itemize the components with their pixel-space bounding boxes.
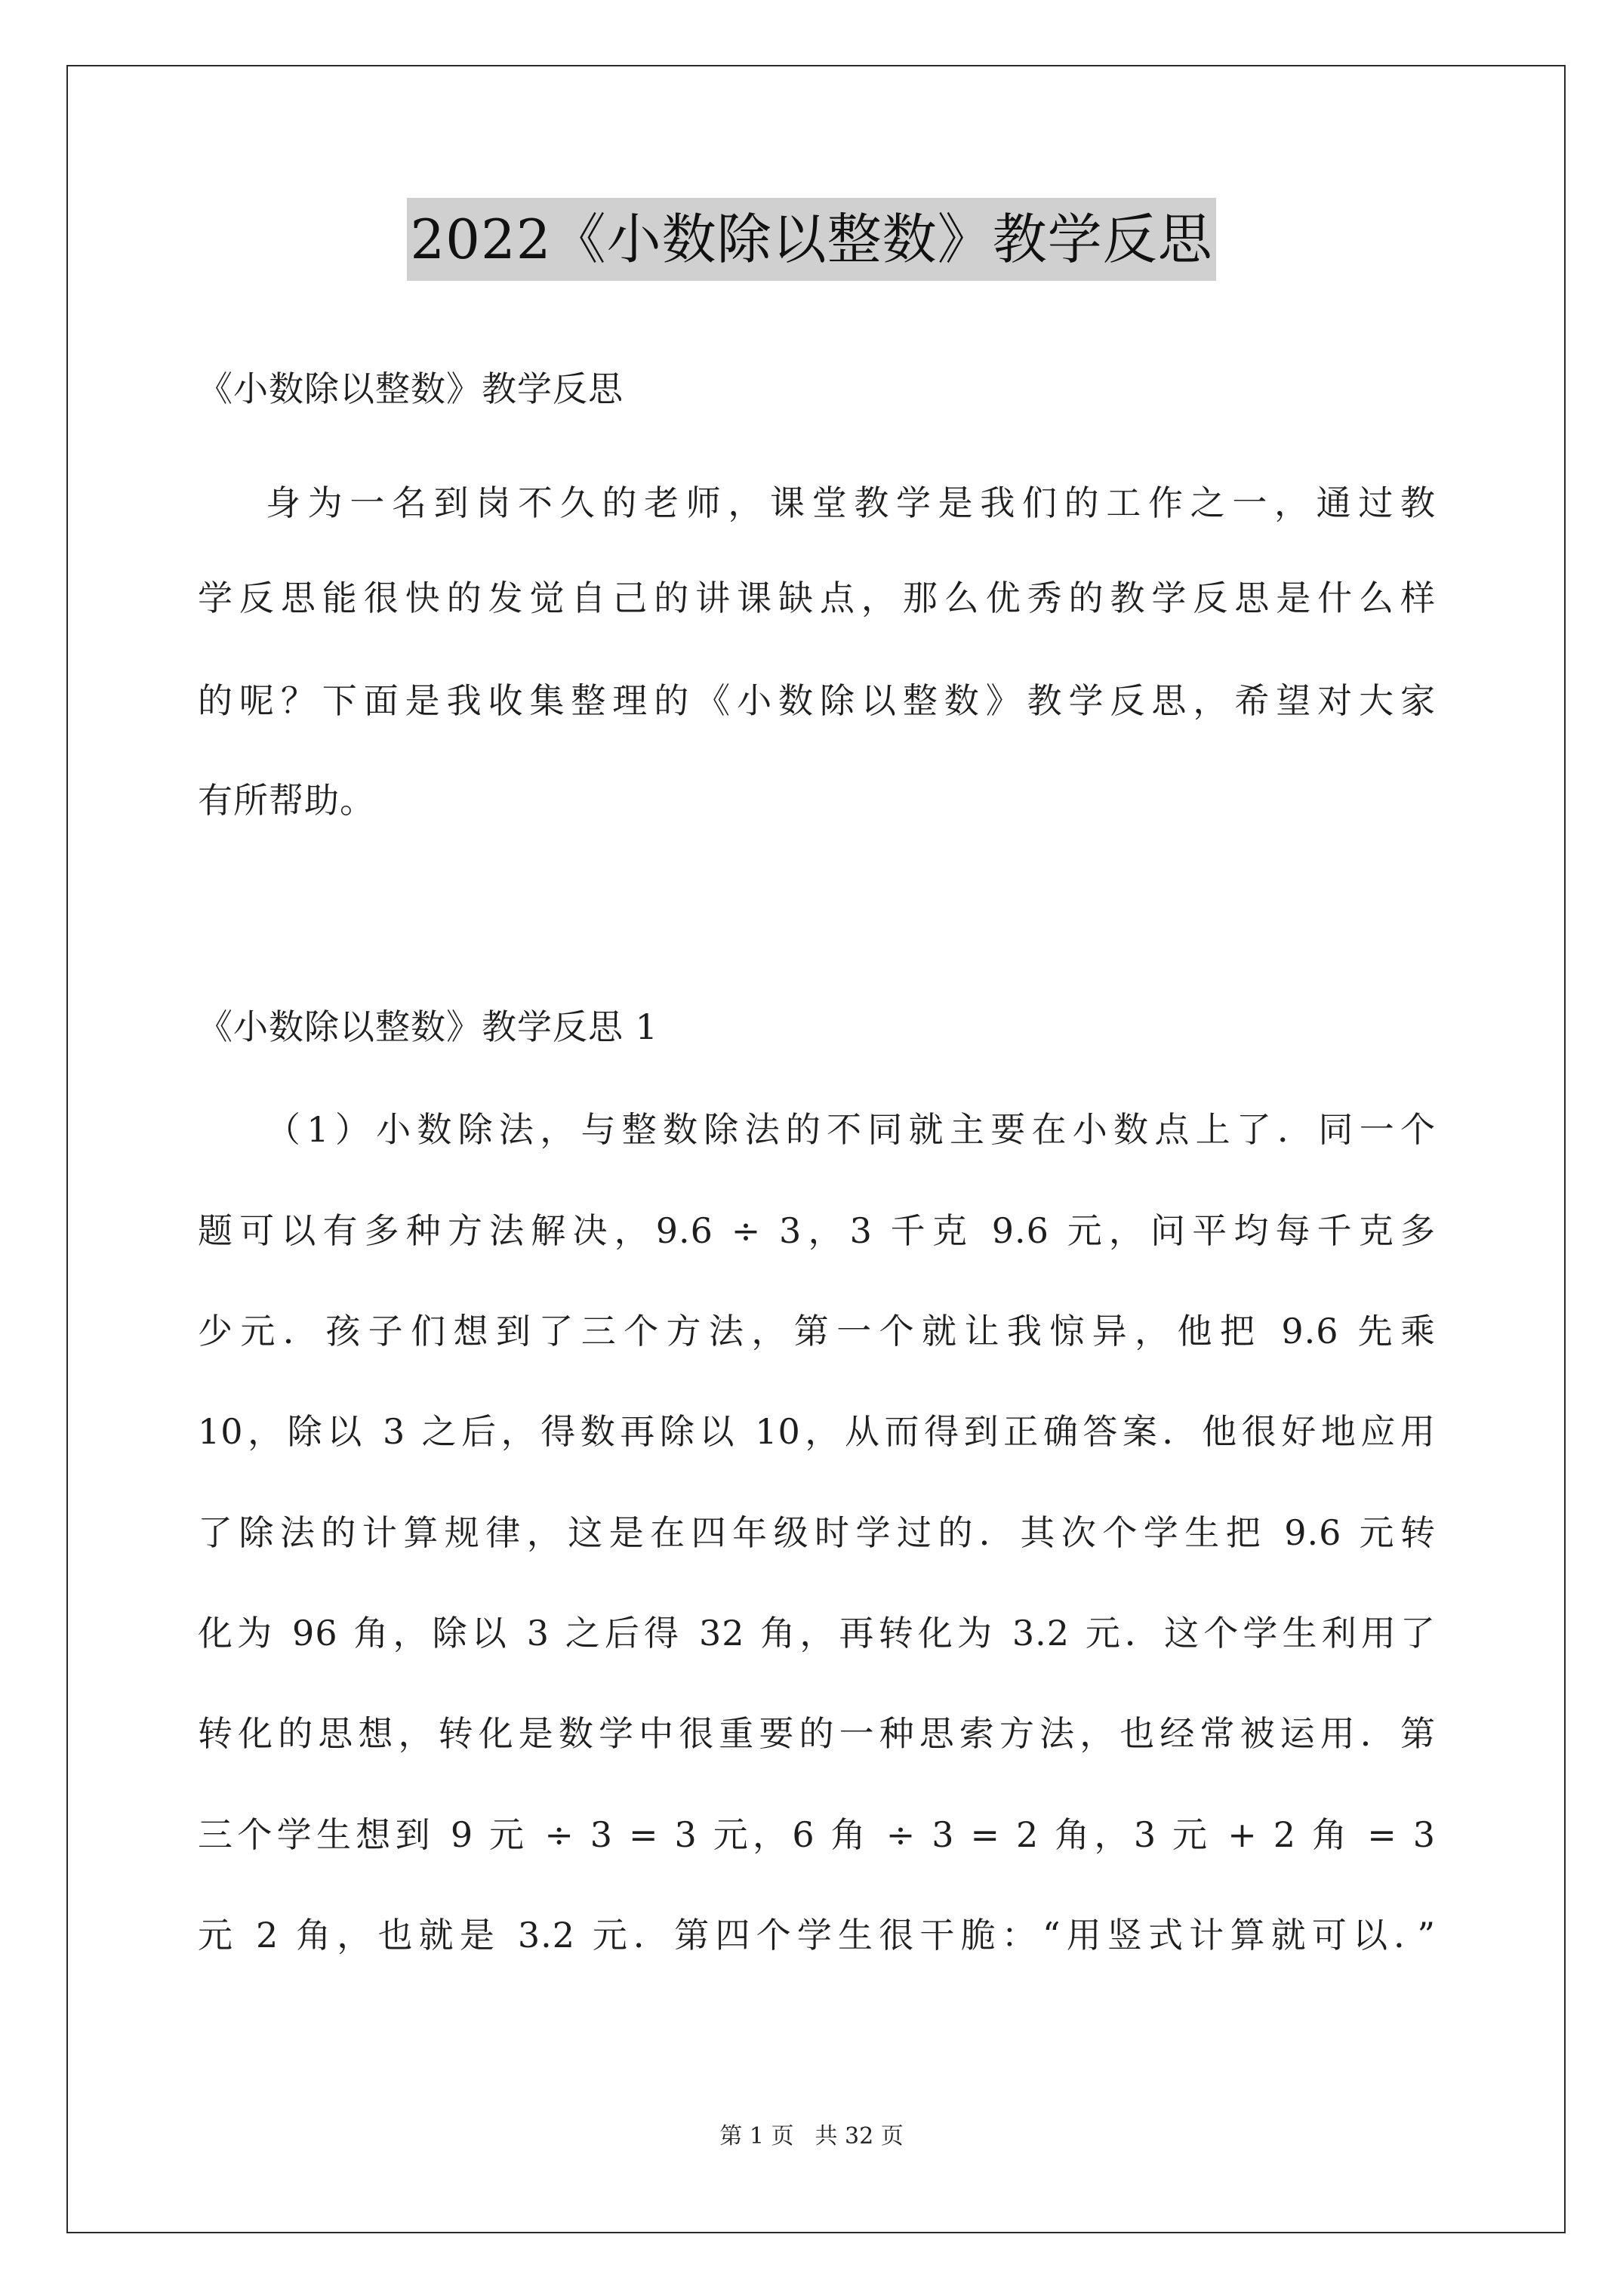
section-paragraph-line: 元 2 角，也就是 3.2 元．第四个学生很干脆：“用竖式计算就可以．” [198,1915,1436,1955]
section-paragraph-line: 化为 96 角，除以 3 之后得 32 角，再转化为 3.2 元．这个学生利用了 [198,1613,1436,1653]
page-total: 共 32 页 [815,2123,904,2150]
section-paragraph-line: 转化的思想，转化是数学中很重要的一种思索方法，也经常被运用．第 [198,1713,1436,1754]
document-title: 2022《小数除以整数》教学反思 [407,198,1215,281]
intro-paragraph-line: 学反思能很快的发觉自己的讲课缺点，那么优秀的教学反思是什么样 [198,578,1436,618]
section-paragraph-line: 三个学生想到 9 元 ÷ 3 = 3 元，6 角 ÷ 3 = 2 角，3 元 + 2 角 = 3 [198,1814,1436,1855]
title-container [0,198,1623,281]
section-paragraph-line: （1）小数除法，与整数除法的不同就主要在小数点上了．同一个 [266,1109,1436,1150]
intro-paragraph-line: 有所帮助。 [198,780,375,821]
page-number: 第 1 页 [719,2123,794,2150]
intro-paragraph-line: 的呢？下面是我收集整理的《小数除以整数》教学反思，希望对大家 [198,680,1436,721]
intro-paragraph-line: 身为一名到岗不久的老师，课堂教学是我们的工作之一，通过教 [266,482,1436,523]
document-subtitle: 《小数除以整数》教学反思 [198,368,624,409]
section-paragraph-line: 10，除以 3 之后，得数再除以 10，从而得到正确答案．他很好地应用 [198,1411,1436,1452]
section-heading: 《小数除以整数》教学反思 1 [198,1006,658,1047]
section-paragraph-line: 了除法的计算规律，这是在四年级时学过的．其次个学生把 9.6 元转 [198,1512,1436,1553]
page-footer [0,2122,1623,2152]
section-paragraph-line: 题可以有多种方法解决，9.6 ÷ 3，3 千克 9.6 元，问平均每千克多 [198,1210,1436,1251]
section-paragraph-line: 少元．孩子们想到了三个方法，第一个就让我惊异，他把 9.6 先乘 [198,1311,1436,1351]
